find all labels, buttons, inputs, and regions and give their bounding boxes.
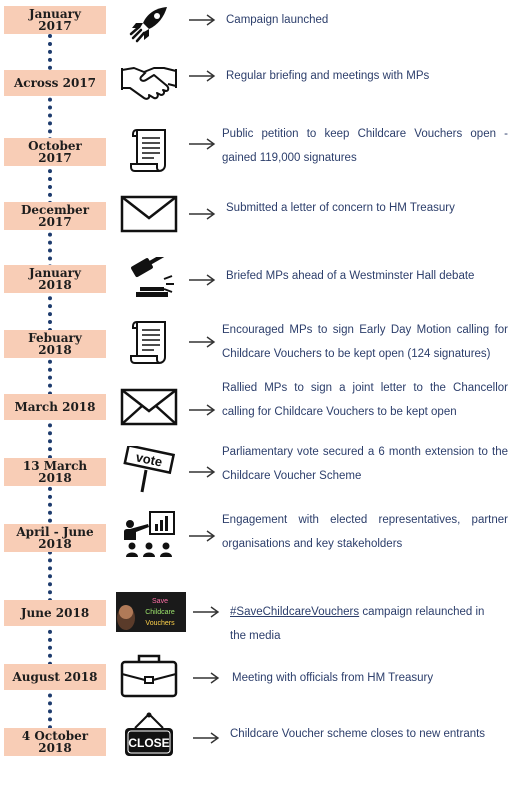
event-description: #SaveChildcareVouchers campaign relaunched in the media [230,606,485,642]
event-description: Encouraged MPs to sign Early Day Motion calling for Childcare Vouchers to be kept open (124 signatures) [222,324,508,360]
svg-text:vote: vote [134,449,164,470]
event-description: Childcare Voucher scheme closes to new entrants [230,728,486,740]
petition-scroll-icon [116,126,182,174]
event-description: Parliamentary vote secured a 6 month extension to the Childcare Voucher Scheme [222,446,508,482]
arrow-icon [188,530,216,542]
briefcase-icon [116,652,182,700]
save-childcare-vouchers-image [116,592,186,632]
date-october-2017: October 2017 [4,138,106,166]
hashtag-link[interactable]: #SaveChildcareVouchers [230,606,360,618]
rocket-icon [116,0,182,48]
arrow-icon [188,70,216,82]
date-april-june-2018: April - June 2018 [4,524,106,552]
svg-text:CLOSE: CLOSE [128,736,170,750]
event-description: Regular briefing and meetings with MPs [226,70,430,82]
arrow-icon [188,14,216,26]
presentation-audience-icon [116,510,182,558]
event-description: Public petition to keep Childcare Vouchers open - gained 119,000 signatures [222,128,508,164]
arrow-icon [192,672,220,684]
envelope-icon [116,383,182,431]
date-4-october-2018: 4 October 2018 [4,728,106,756]
date-january-2018: January 2018 [4,265,106,293]
arrow-icon [188,466,216,478]
close-sign-icon [116,712,182,760]
envelope-icon [116,190,182,238]
vote-sign-icon [116,446,182,494]
date-december-2017: December 2017 [4,202,106,230]
date-febuary-2018: Febuary 2018 [4,330,106,358]
event-description: Campaign launched [226,14,329,26]
arrow-icon [188,404,216,416]
arrow-icon [188,138,216,150]
date-august-2018: August 2018 [4,664,106,690]
svg-text:Childcare: Childcare [145,609,175,616]
event-description: Engagement with elected representatives, partner organisations and key stakeholders [222,514,508,550]
event-description: Rallied MPs to sign a joint letter to the Chancellor calling for Childcare Vouchers to be kept open [222,382,508,418]
arrow-icon [188,274,216,286]
date-march-2018: March 2018 [4,394,106,420]
date-january-2017: January 2017 [4,6,106,34]
svg-text:Save: Save [152,598,168,605]
date-across-2017: Across 2017 [4,70,106,96]
arrow-icon [192,732,220,744]
arrow-icon [188,208,216,220]
event-description: Submitted a letter of concern to HM Treasury [226,202,455,214]
svg-text:Vouchers: Vouchers [145,620,175,627]
handshake-icon [116,58,182,106]
arrow-icon [188,336,216,348]
arrow-icon [192,606,220,618]
scroll-icon [116,318,182,366]
gavel-icon [116,255,182,303]
event-description: Briefed MPs ahead of a Westminster Hall debate [226,270,475,282]
date-june-2018: June 2018 [4,600,106,626]
event-description: Meeting with officials from HM Treasury [232,672,434,684]
date-13-march-2018: 13 March 2018 [4,458,106,486]
